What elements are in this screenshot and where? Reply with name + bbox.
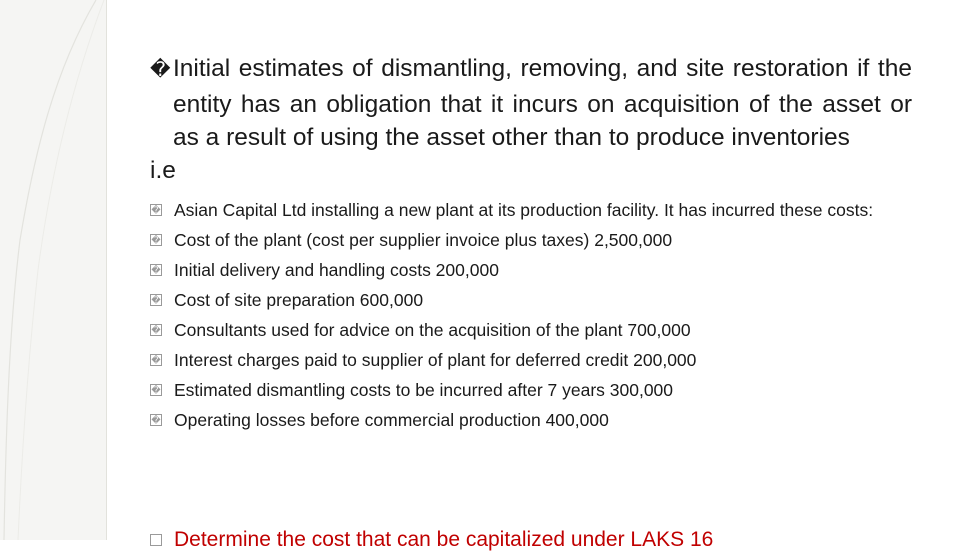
list-item-text: Cost of the plant (cost per supplier invoice plus taxes) 2,500,000 — [174, 229, 673, 250]
list-item-text: Initial delivery and handling costs 200,000 — [174, 259, 499, 280]
decorative-curves — [0, 0, 106, 540]
list-item — [150, 379, 912, 401]
slide-body — [150, 52, 912, 439]
bullet-box-icon: � — [151, 414, 161, 425]
bullet-box-icon: � — [151, 264, 161, 275]
list-item-text: Interest charges paid to supplier of plant for deferred credit 200,000 — [174, 349, 697, 370]
bullet-box-icon — [150, 534, 162, 546]
bullet-box-icon: � — [151, 324, 161, 335]
left-decorative-panel — [0, 0, 107, 540]
list-item — [150, 409, 912, 431]
list-item — [150, 259, 912, 281]
bullet-box-icon: � — [151, 234, 161, 245]
list-item-text: Estimated dismantling costs to be incurred after 7 years 300,000 — [174, 379, 674, 400]
bullet-box-icon: � — [151, 384, 161, 395]
list-item — [150, 319, 912, 341]
list-item — [150, 229, 912, 251]
list-item-text: Asian Capital Ltd installing a new plant at its production facility. It has incurred these costs: — [174, 199, 874, 220]
question-text: Determine the cost that can be capitalized under LAKS 16 — [174, 528, 714, 551]
intro-paragraph-text: Initial estimates of dismantling, removing, and site restoration if the entity has an obligation that it incurs on acquisition of the asset or as a result of using the asset other than to produce inventories — [173, 55, 912, 151]
bullet-box-icon: � — [151, 354, 161, 365]
list-item — [150, 289, 912, 311]
list-item — [150, 199, 912, 221]
bullet-box-icon: � — [151, 204, 161, 215]
intro-paragraph — [150, 52, 912, 155]
question-line-cutoff — [150, 527, 936, 553]
list-item-text: Consultants used for advice on the acquisition of the plant 700,000 — [174, 319, 691, 340]
ie-label: i.e — [150, 156, 176, 184]
cost-item-list — [150, 199, 912, 431]
bullet-box-icon: � — [151, 294, 161, 305]
list-item-text: Cost of site preparation 600,000 — [174, 289, 424, 310]
list-item-text: Operating losses before commercial production 400,000 — [174, 409, 609, 430]
bullet-glyph: � — [150, 59, 171, 81]
list-item — [150, 349, 912, 371]
